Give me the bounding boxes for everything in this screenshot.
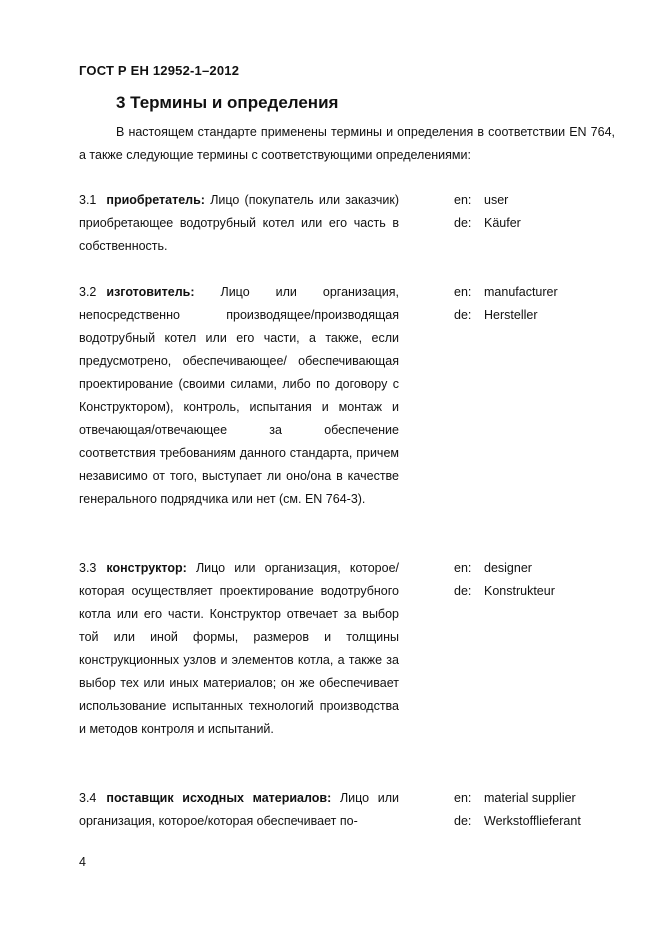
term-entry-3-4 [79, 787, 600, 833]
term-text [79, 787, 399, 833]
language-code: de: [454, 216, 472, 230]
term-number: 3.4 [79, 791, 97, 805]
equivalent-word: Hersteller [484, 308, 538, 322]
language-code: en: [454, 285, 472, 299]
term-equivalents [454, 557, 555, 603]
equivalent-en [454, 281, 558, 304]
language-code: en: [454, 561, 472, 575]
term-number: 3.1 [79, 193, 97, 207]
term-entry-3-3 [79, 557, 600, 741]
equivalent-de [454, 810, 581, 833]
language-code: en: [454, 791, 472, 805]
equivalent-word: Konstrukteur [484, 584, 555, 598]
equivalent-word: Käufer [484, 216, 521, 230]
term-text [79, 189, 399, 258]
term-text [79, 281, 399, 511]
equivalent-word: material supplier [484, 791, 576, 805]
term-name: изготовитель: [106, 285, 195, 299]
term-definition: Лицо или организация, непосредственно производящее/производящая водотрубный котел или его части, а также, если предусмотрено, обеспечивающее/ обеспечивающая проектирование (своими силами, либо по договору с Конструктором), контроль, испытания и монтаж и отвечающая/отвечающее за обеспечение соответствия требованиям данного стандарта, причем независимо от того, выступает ли оно/она в качестве генерального подрядчика или нет (см. EN 764-3). [79, 285, 399, 506]
language-code: de: [454, 814, 472, 828]
term-equivalents [454, 281, 558, 327]
equivalent-de [454, 304, 558, 327]
term-text [79, 557, 399, 741]
term-equivalents [454, 787, 581, 833]
equivalent-de [454, 580, 555, 603]
term-name: конструктор: [106, 561, 187, 575]
equivalent-word: Werkstofflieferant [484, 814, 581, 828]
term-entry-3-2 [79, 281, 600, 511]
equivalent-en [454, 787, 581, 810]
intro-paragraph: В настоящем стандарте применены термины и определения в соответствии EN 764, а также следующие термины с соответствующими определениями: [79, 125, 615, 162]
equivalent-en [454, 189, 521, 212]
language-code: de: [454, 584, 472, 598]
term-entry-3-1 [79, 189, 600, 258]
term-name: приобретатель: [106, 193, 205, 207]
equivalent-de [454, 212, 521, 235]
section-title: 3 Термины и определения [116, 93, 339, 112]
term-definition: Лицо (покупатель или заказчик) приобретающее водотрубный котел или его часть в собственность. [79, 193, 399, 253]
equivalent-word: designer [484, 561, 532, 575]
term-number: 3.2 [79, 285, 97, 299]
equivalent-word: manufacturer [484, 285, 558, 299]
term-definition: Лицо или организация, которое/которая осуществляет проектирование водотрубного котла или его части. Конструктор отвечает за выбор той или иной формы, размеров и толщины конструкционных узлов и элементов котла, а также за выбор тех или иных материалов; он же обеспечивает использование испытанных технологий производства и методов контроля и испытаний. [79, 561, 399, 736]
equivalent-word: user [484, 193, 509, 207]
term-number: 3.3 [79, 561, 97, 575]
page-number: 4 [79, 855, 86, 869]
document-code: ГОСТ Р ЕН 12952-1–2012 [79, 63, 240, 78]
language-code: en: [454, 193, 472, 207]
term-name: поставщик исходных материалов: [106, 791, 332, 805]
term-definition: Лицо или организация, которое/которая обеспечивает по- [79, 791, 400, 828]
equivalent-en [454, 557, 555, 580]
term-equivalents [454, 189, 521, 235]
language-code: de: [454, 308, 472, 322]
